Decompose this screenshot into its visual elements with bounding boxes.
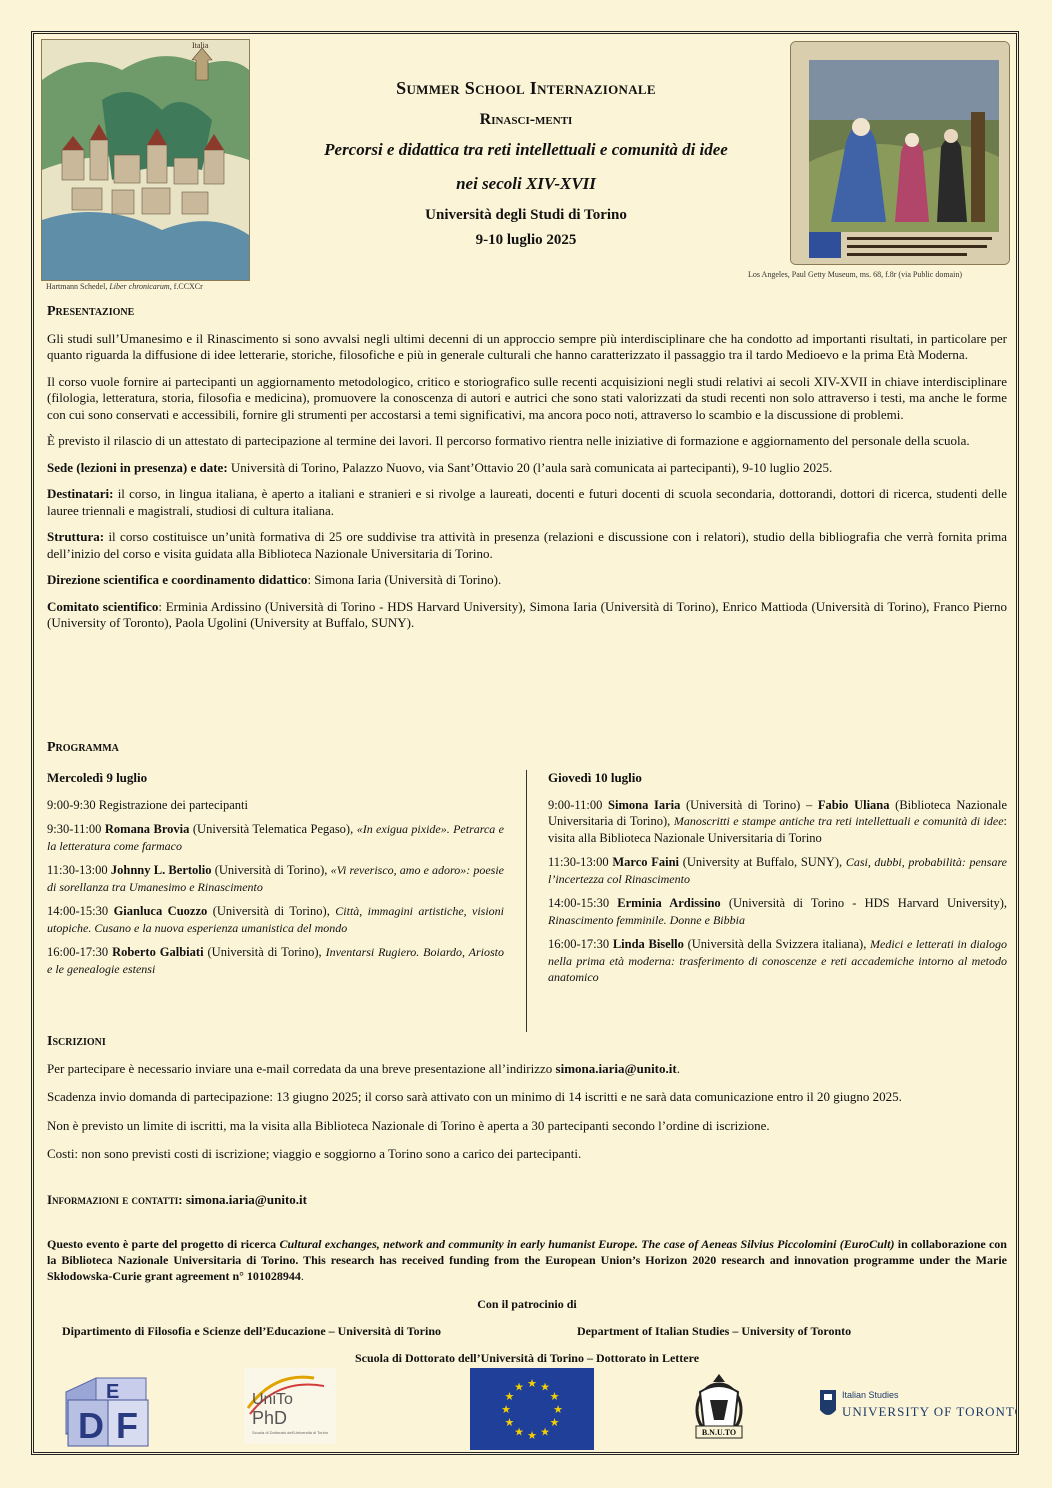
- iscrizioni-p1-text: Per partecipare è necessario inviare una e-mail corredata da una breve presentazione all’indirizzo: [47, 1060, 556, 1076]
- day1-item-speaker: Roberto Galbiati: [112, 945, 204, 959]
- day1-item-affil: (Università di Torino),: [203, 945, 326, 959]
- event-header: [250, 78, 802, 249]
- progetto-c: in collaborazione con la Biblioteca Nazionale Universitaria di Torino. This research has received funding from the European Union’s Horizon 2020 research and innovation programme under the Marie Skłodowska-Curie grant agreement n° 101028944: [47, 1237, 1007, 1283]
- comitato-paragraph: [47, 599, 1007, 632]
- bnuto-text: B.N.U.TO: [701, 1428, 737, 1437]
- progetto-title: Cultural exchanges, network and community in early humanist Europe. The case of Aeneas Silvius Piccolomini (EuroCult): [279, 1237, 895, 1251]
- sede-label: Sede (lezioni in presenza) e date:: [47, 459, 228, 475]
- italia-label: Italia: [192, 41, 209, 50]
- left-caption-b: Liber chronicarum: [109, 282, 170, 291]
- day1-item-time: 16:00-17:30: [47, 945, 113, 959]
- destinatari-paragraph: [47, 486, 1007, 519]
- day1-item-affil: (Università Telematica Pegaso),: [189, 822, 357, 836]
- unito-logo-graphic: [244, 1368, 336, 1444]
- day2-item-time: 14:00-15:30: [548, 896, 618, 910]
- toronto-text-a: Italian Studies: [842, 1390, 899, 1400]
- day1-item-talk: Inventarsi Rugiero. Boiardo, Ariosto e le genealogie estensi: [47, 945, 505, 976]
- bnuto-logo: [682, 1370, 756, 1448]
- day2-item: [548, 797, 1007, 847]
- day2-item-speaker: Erminia Ardissino: [617, 896, 721, 910]
- left-caption-c: , f.CCXCr: [169, 282, 203, 291]
- patrocinio-left: Dipartimento di Filosofia e Scienze dell’Educazione – Università di Torino: [62, 1324, 441, 1338]
- iscrizioni-email-link[interactable]: simona.iaria@unito.it: [555, 1060, 677, 1076]
- day1-item: [47, 821, 504, 854]
- day1-item-speaker: Romana Brovia: [104, 822, 190, 836]
- destinatari-text: il corso, in lingua italiana, è aperto a italiani e stranieri e si rivolge a laureati, docenti e futuri docenti di scuola secondaria, dottorandi, dottori di ricerca, studenti delle lauree triennali e magistrali, studiosi di cultura italiana.: [47, 486, 1007, 518]
- day1-item-speaker: Gianluca Cuozzo: [113, 904, 208, 918]
- unito-text-a: UniTo: [252, 1391, 293, 1408]
- contatti-line: [47, 1192, 1007, 1209]
- sede-text: Università di Torino, Palazzo Nuovo, via Sant’Ottavio 20 (l’aula sarà comunicata ai partecipanti), 9-10 luglio 2025.: [227, 459, 833, 475]
- event-title: Summer School Internazionale: [396, 78, 656, 98]
- struttura-paragraph: [47, 529, 1007, 562]
- day1-item-talk: Città, immagini artistiche, visioni utopiche. Cusano e la nuova esperienza umanistica del mondo: [47, 904, 504, 935]
- contatti-email-link[interactable]: simona.iaria@unito.it: [182, 1192, 307, 1207]
- unito-text-b: PhD: [252, 1408, 288, 1428]
- day1-item-talk: «Vi reverisco, amo e adoro»: poesie di sorellanza tra Umanesimo e Rinascimento: [47, 863, 504, 894]
- day2-item: [548, 895, 1007, 928]
- day1-item-talk: «In exigua pixide». Petrarca e la letteratura come farmaco: [47, 822, 504, 853]
- direzione-label: Direzione scientifica e coordinamento didattico: [47, 572, 308, 587]
- bnuto-crest-graphic: [682, 1370, 756, 1448]
- day2-item-time: 11:30-13:00: [548, 855, 613, 869]
- right-image-caption: Los Angeles, Paul Getty Museum, ms. 68, f.8r (via Public domain): [748, 270, 962, 279]
- progetto-d: .: [300, 1269, 304, 1283]
- day1-item: [47, 862, 504, 895]
- contatti-label: Informazioni e contatti:: [47, 1192, 183, 1207]
- iscrizioni-section: [47, 1034, 1007, 1173]
- progetto-a: Questo evento è parte del progetto di ricerca: [47, 1237, 280, 1251]
- eu-star-icon: ★: [553, 1404, 563, 1416]
- day2-item-affil2: (Biblioteca Nazionale Universitaria di Torino),: [548, 797, 1007, 828]
- comitato-text: : Erminia Ardissino (Università di Torino - HDS Harvard University), Simona Iaria (Università di Torino), Enrico Mattioda (Università di Torino), Franco Pierno (University of Toronto), Paola Ugolini (University at Buffalo, SUNY).: [47, 598, 1007, 630]
- day1-title: Mercoledì 9 luglio: [47, 770, 148, 785]
- day2-title: Giovedì 10 luglio: [548, 770, 642, 785]
- day2-item-affil: (Università di Torino) –: [680, 797, 818, 812]
- eu-star-icon: ★: [527, 1430, 537, 1442]
- event-university: Università degli Studi di Torino: [425, 207, 627, 223]
- eu-star-icon: ★: [504, 1391, 515, 1403]
- iscrizioni-heading: Iscrizioni: [47, 1034, 106, 1049]
- day2-item-talk: Manoscritti e stampe antiche tra reti intellettuali e comunità di idee: [673, 814, 1004, 828]
- eu-star-icon: ★: [504, 1417, 515, 1429]
- eu-star-icon: ★: [527, 1378, 537, 1390]
- patrocinio-right: Department of Italian Studies – University of Toronto: [577, 1324, 852, 1338]
- day2-item-time: 9:00-11:00: [548, 797, 609, 812]
- dfe-logo-graphic: [56, 1370, 156, 1452]
- eu-star-icon: ★: [540, 1426, 550, 1439]
- day2-item-affil: (University at Buffalo, SUNY),: [679, 855, 846, 869]
- sede-paragraph: [47, 460, 1007, 477]
- day2-item-talk: Casi, dubbi, probabilità: pensare l’incertezza col Rinascimento: [548, 855, 1007, 886]
- day2-item-talk: Rinascimento femminile. Donne e Bibbia: [548, 912, 745, 927]
- programma-heading: Programma: [47, 740, 119, 755]
- program-column-divider: [526, 770, 527, 1032]
- getty-manuscript-image: [790, 41, 1010, 265]
- svg-text:D: D: [78, 1405, 104, 1446]
- dfe-logo: [56, 1370, 156, 1452]
- day2-column: [548, 770, 1007, 994]
- day1-item-time: 9:00-9:30: [47, 797, 99, 812]
- day1-item-affil: Registrazione dei partecipanti: [98, 797, 248, 812]
- iscrizioni-p4: Costi: non sono previsti costi di iscrizione; viaggio e soggiorno a Torino sono a carico dei partecipanti.: [47, 1146, 582, 1161]
- svg-text:E: E: [106, 1381, 120, 1403]
- day1-item: [47, 944, 504, 977]
- manuscript-illustration: [791, 42, 1009, 264]
- eu-flag-logo: [470, 1368, 594, 1450]
- eu-star-icon: ★: [549, 1417, 560, 1429]
- patrocinio-title: Con il patrocinio di: [477, 1297, 577, 1311]
- day2-item-speaker2: Fabio Uliana: [817, 797, 890, 812]
- day1-item: [47, 903, 504, 936]
- direzione-paragraph: [47, 572, 1007, 589]
- comitato-label: Comitato scientifico: [47, 598, 159, 614]
- day1-item: [47, 797, 504, 814]
- event-theme-line2: nei secoli XIV-XVII: [456, 174, 596, 193]
- presentazione-heading: Presentazione: [47, 304, 135, 319]
- day1-item-affil: (Università di Torino),: [211, 863, 331, 877]
- day2-item-speaker: Simona Iaria: [608, 797, 681, 812]
- italia-map-illustration: [42, 40, 249, 280]
- day2-item-speaker: Marco Faini: [612, 855, 679, 869]
- day2-item-talk: Medici e letterati in dialogo nella prima età moderna: trasferimento di conoscenze e reti accademiche intorno al metodo anatomico: [548, 937, 1007, 984]
- event-theme-line1: Percorsi e didattica tra reti intellettuali e comunità di idee: [324, 140, 728, 159]
- iscrizioni-p1-end: .: [676, 1060, 680, 1076]
- eu-star-icon: ★: [540, 1381, 550, 1394]
- eu-star-icon: ★: [549, 1391, 560, 1403]
- programma-heading-block: [47, 740, 1007, 767]
- event-subtitle: Rinasci-menti: [479, 111, 573, 128]
- day2-item: [548, 854, 1007, 887]
- destinatari-label: Destinatari:: [47, 486, 114, 501]
- day1-item-time: 11:30-13:00: [47, 863, 111, 877]
- day1-item-time: 14:00-15:30: [47, 904, 114, 918]
- day2-item-speaker: Linda Bisello: [612, 937, 684, 951]
- struttura-label: Struttura:: [47, 529, 105, 544]
- iscrizioni-p3: Non è previsto un limite di iscritti, ma la visita alla Biblioteca Nazionale di Torino è aperta a 30 partecipanti secondo l’ordine di iscrizione.: [47, 1117, 770, 1133]
- eu-star-icon: ★: [501, 1404, 511, 1416]
- toronto-text-b: UNIVERSITY OF TORONTO: [842, 1404, 1016, 1419]
- liber-chronicarum-image: [41, 39, 250, 281]
- presentazione-p3: È previsto il rilascio di un attestato di partecipazione al termine dei lavori. Il percorso formativo rientra nelle iniziative di formazione e aggiornamento del personale della scuola.: [47, 433, 970, 448]
- presentazione-p2: Il corso vuole fornire ai partecipanti un aggiornamento metodologico, critico e storiografico sulle recenti acquisizioni negli studi relativi ai secoli XIV-XVII in chiave interdisciplinare (filologia, letteratura, storia, filosofia e medicina), promuovere la conoscenza di autori e autrici che sono stati valorizzati da studi recenti non solo attraverso i testi, ma anche le forme con cui sono conservati e accessibili, fornire gli strumenti per accostarsi a temi significativi, ma ancora poco noti, attraverso lo scambio e la discussione di problemi.: [47, 373, 1007, 422]
- toronto-logo-graphic: [816, 1384, 1016, 1432]
- day1-column: [47, 770, 504, 985]
- toronto-logo: [816, 1384, 1016, 1432]
- struttura-text: il corso costituisce un’unità formativa di 25 ore suddivise tra attività in presenza (relazioni e discussione con i relatori), studio della bibliografia che verrà fornita prima dell’inizio del corso e visita guidata alla Biblioteca Nazionale Universitaria di Torino.: [47, 529, 1007, 561]
- eu-flag-graphic: [470, 1368, 594, 1450]
- iscrizioni-p1: [47, 1061, 1007, 1078]
- day2-item-tail: : visita alla Biblioteca Nazionale Universitaria di Torino: [548, 814, 1008, 845]
- day2-item: [548, 936, 1007, 986]
- day2-item-affil: (Università della Svizzera italiana),: [683, 937, 871, 951]
- day1-item-affil: (Università di Torino),: [207, 904, 336, 918]
- day1-item-time: 9:30-11:00: [47, 822, 105, 836]
- patrocinio-bottom: Scuola di Dottorato dell’Università di Torino – Dottorato in Lettere: [354, 1351, 700, 1365]
- day2-item-affil: (Università di Torino - HDS Harvard University),: [720, 896, 1007, 910]
- event-dates: 9-10 luglio 2025: [475, 232, 577, 248]
- progetto-paragraph: [47, 1236, 1007, 1284]
- presentazione-section: [47, 304, 1007, 642]
- svg-text:F: F: [116, 1405, 138, 1446]
- day1-item-speaker: Johnny L. Bertolio: [110, 863, 212, 877]
- eu-star-icon: ★: [514, 1426, 524, 1439]
- unito-text-small: Scuola di Dottorato dell'Università di Torino: [252, 1430, 329, 1435]
- iscrizioni-p2: Scadenza invio domanda di partecipazione: 13 giugno 2025; il corso sarà attivato con un minimo di 14 iscritti e ne sarà data comunicazione entro il 20 giugno 2025.: [47, 1089, 902, 1104]
- left-image-caption: [46, 282, 203, 291]
- unito-phd-logo: [244, 1368, 336, 1444]
- direzione-text: : Simona Iaria (Università di Torino).: [307, 572, 502, 587]
- eu-star-icon: ★: [514, 1381, 524, 1394]
- left-caption-a: Hartmann Schedel,: [46, 282, 110, 291]
- presentazione-p1: Gli studi sull’Umanesimo e il Rinascimento si sono avvalsi negli ultimi decenni di un approccio sempre più interdisciplinare che ha condotto ad importanti risultati, in particolare per quanto riguarda la diffusione di idee letterarie, storiche, filosofiche e più in generale culturali che hanno caratterizzato il passaggio tra il tardo Medioevo e la prima Età Moderna.: [47, 330, 1007, 362]
- day2-item-time: 16:00-17:30: [548, 937, 613, 951]
